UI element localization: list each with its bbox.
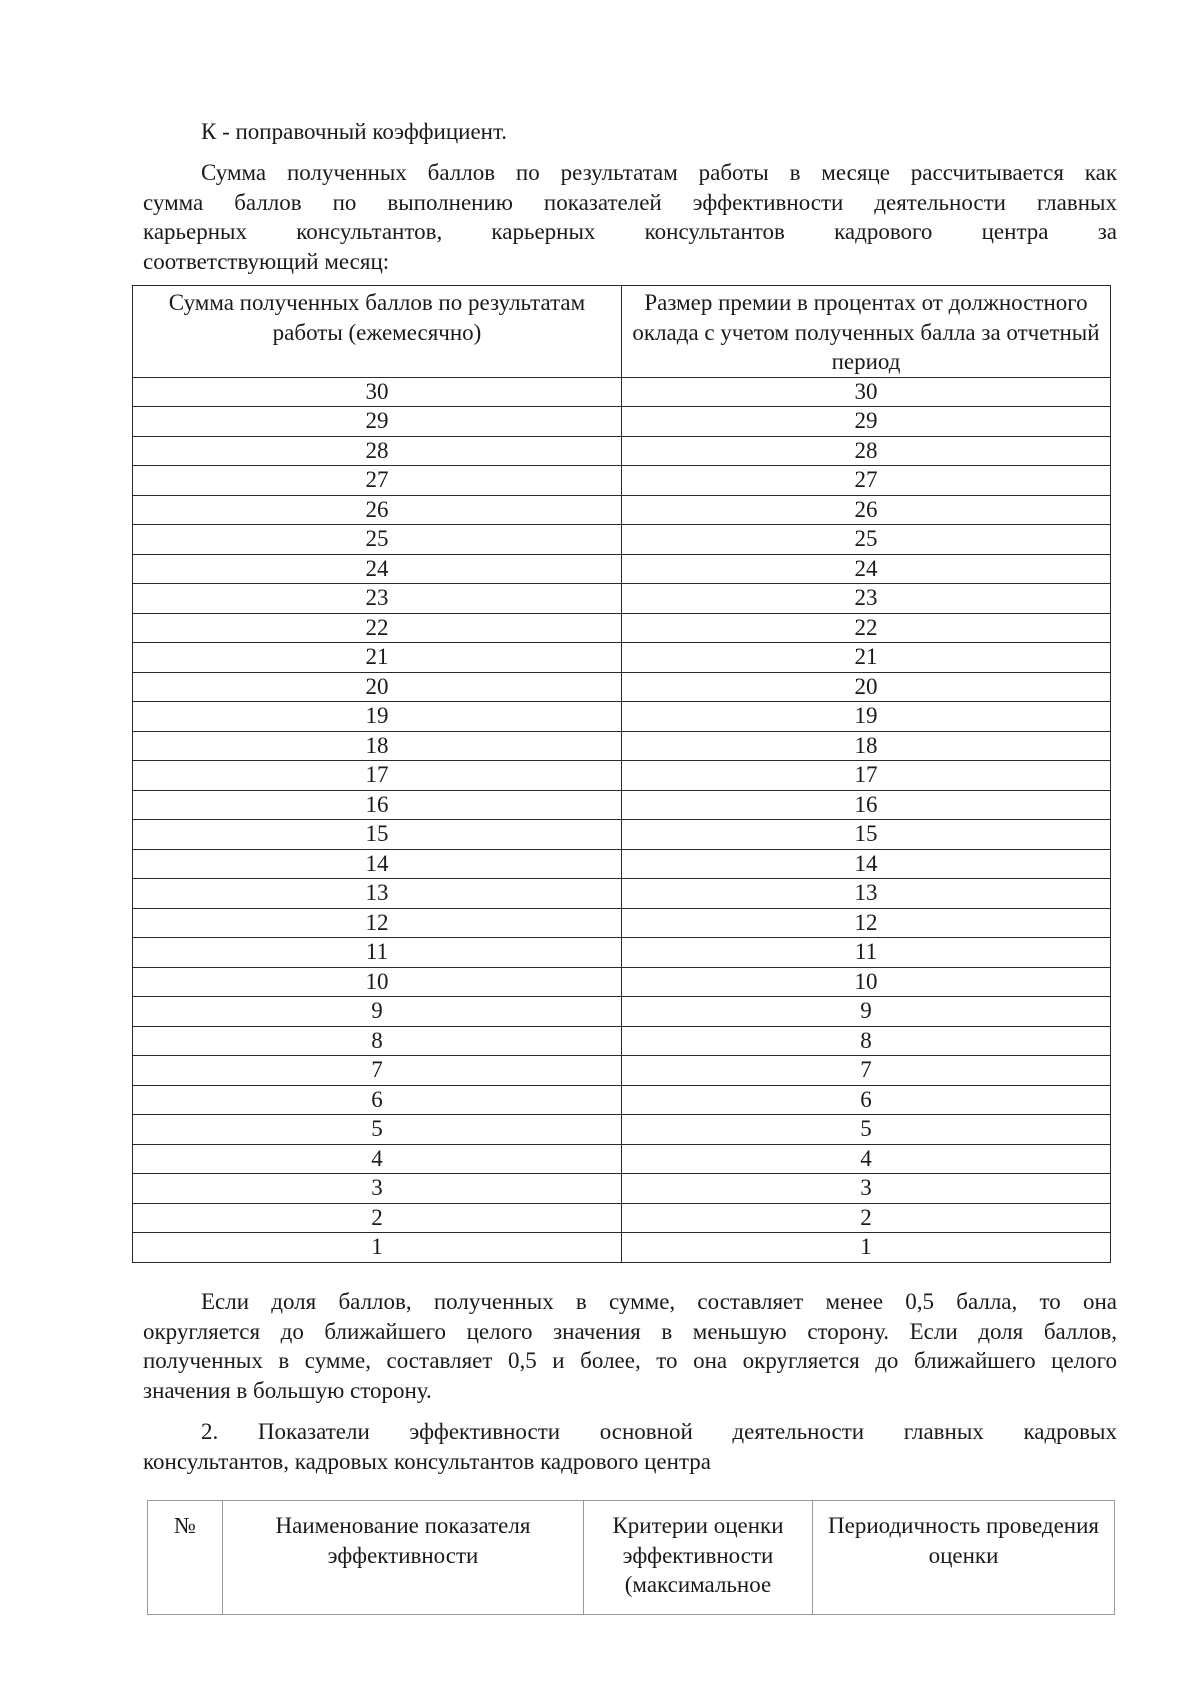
points-cell: 21 — [133, 643, 622, 673]
sum-paragraph-line: сумма баллов по выполнению показателей эффективности деятельности главных — [143, 189, 1117, 215]
indicator-name-column-header: Наименование показателя эффективности — [223, 1501, 584, 1615]
bonus-percent-cell: 17 — [622, 761, 1111, 791]
points-cell: 26 — [133, 495, 622, 525]
bonus-percent-cell: 29 — [622, 407, 1111, 437]
score-to-bonus-table — [132, 285, 1111, 1263]
indicators-table — [147, 1500, 1115, 1615]
table-row — [133, 1233, 1111, 1263]
bonus-percent-cell: 30 — [622, 377, 1111, 407]
criteria-column-header: Критерии оценки эффективности (максимальное — [584, 1501, 813, 1615]
bonus-percent-cell: 23 — [622, 584, 1111, 614]
table-row — [133, 407, 1111, 437]
points-cell: 12 — [133, 908, 622, 938]
bonus-percent-column-header: Размер премии в процентах от должностного оклада с учетом полученных балла за отчетный период — [622, 286, 1111, 378]
bonus-percent-cell: 6 — [622, 1085, 1111, 1115]
rounding-paragraph — [143, 1287, 1117, 1405]
table-row — [133, 643, 1111, 673]
table-row — [133, 554, 1111, 584]
table-row — [133, 1085, 1111, 1115]
table-header-row — [133, 286, 1111, 378]
bonus-percent-cell: 14 — [622, 849, 1111, 879]
table-row — [133, 702, 1111, 732]
sum-paragraph-line: соответствующий месяц: — [143, 248, 390, 274]
rounding-paragraph-line: Если доля баллов, полученных в сумме, составляет менее 0,5 балла, то она — [201, 1289, 1117, 1314]
points-cell: 14 — [133, 849, 622, 879]
score-table-body — [133, 377, 1111, 1262]
table-row — [133, 997, 1111, 1027]
table-row — [133, 495, 1111, 525]
rounding-paragraph-line: округляется до ближайшего целого значения в меньшую сторону. Если доля баллов, — [143, 1318, 1117, 1344]
points-cell: 8 — [133, 1026, 622, 1056]
bonus-percent-cell: 13 — [622, 879, 1111, 909]
bonus-percent-cell: 22 — [622, 613, 1111, 643]
points-cell: 18 — [133, 731, 622, 761]
points-cell: 5 — [133, 1115, 622, 1145]
bonus-percent-cell: 12 — [622, 908, 1111, 938]
points-column-header: Сумма полученных баллов по результатам работы (ежемесячно) — [133, 286, 622, 378]
bonus-percent-cell: 28 — [622, 436, 1111, 466]
points-cell: 24 — [133, 554, 622, 584]
table-row — [133, 731, 1111, 761]
points-cell: 2 — [133, 1203, 622, 1233]
k-definition: К - поправочный коэффициент. — [201, 119, 508, 144]
bonus-percent-cell: 5 — [622, 1115, 1111, 1145]
table-row — [133, 938, 1111, 968]
points-cell: 28 — [133, 436, 622, 466]
bonus-percent-cell: 3 — [622, 1174, 1111, 1204]
table-row — [133, 761, 1111, 791]
table-row — [133, 879, 1111, 909]
points-cell: 20 — [133, 672, 622, 702]
bonus-percent-cell: 24 — [622, 554, 1111, 584]
points-cell: 10 — [133, 967, 622, 997]
points-cell: 30 — [133, 377, 622, 407]
bonus-percent-cell: 9 — [622, 997, 1111, 1027]
table-row — [133, 1056, 1111, 1086]
rounding-paragraph-line: значения в большую сторону. — [143, 1377, 432, 1403]
table-header-row — [148, 1501, 1115, 1615]
table-row — [133, 672, 1111, 702]
points-cell: 29 — [133, 407, 622, 437]
table-row — [133, 908, 1111, 938]
bonus-percent-cell: 16 — [622, 790, 1111, 820]
table-row — [133, 1115, 1111, 1145]
points-cell: 3 — [133, 1174, 622, 1204]
bonus-percent-cell: 10 — [622, 967, 1111, 997]
points-cell: 16 — [133, 790, 622, 820]
points-cell: 25 — [133, 525, 622, 555]
table-row — [133, 790, 1111, 820]
table-row — [133, 967, 1111, 997]
bonus-percent-cell: 15 — [622, 820, 1111, 850]
table-row — [133, 584, 1111, 614]
section-2-heading-line: консультантов, кадровых консультантов кадрового центра — [143, 1448, 711, 1474]
section-2-heading-line: 2. Показатели эффективности основной деятельности главных кадровых — [201, 1419, 1117, 1444]
number-column-header: № — [148, 1501, 223, 1615]
table-row — [133, 1174, 1111, 1204]
table-row — [133, 1144, 1111, 1174]
bonus-percent-cell: 25 — [622, 525, 1111, 555]
section-2-heading — [143, 1417, 1117, 1476]
bonus-percent-cell: 4 — [622, 1144, 1111, 1174]
bonus-percent-cell: 19 — [622, 702, 1111, 732]
points-cell: 22 — [133, 613, 622, 643]
points-cell: 1 — [133, 1233, 622, 1263]
points-cell: 23 — [133, 584, 622, 614]
points-cell: 4 — [133, 1144, 622, 1174]
bonus-percent-cell: 11 — [622, 938, 1111, 968]
bonus-percent-cell: 20 — [622, 672, 1111, 702]
points-cell: 17 — [133, 761, 622, 791]
bonus-percent-cell: 2 — [622, 1203, 1111, 1233]
table-row — [133, 849, 1111, 879]
table-row — [133, 1026, 1111, 1056]
points-cell: 7 — [133, 1056, 622, 1086]
sum-paragraph-line: карьерных консультантов, карьерных консультантов кадрового центра за — [143, 219, 1117, 244]
bonus-percent-cell: 1 — [622, 1233, 1111, 1263]
sum-paragraph — [143, 158, 1117, 276]
bonus-percent-cell: 26 — [622, 495, 1111, 525]
points-cell: 6 — [133, 1085, 622, 1115]
table-row — [133, 820, 1111, 850]
table-row — [133, 613, 1111, 643]
points-cell: 9 — [133, 997, 622, 1027]
rounding-paragraph-line: полученных в сумме, составляет 0,5 и более, то она округляется до ближайшего целого — [143, 1348, 1117, 1373]
points-cell: 19 — [133, 702, 622, 732]
bonus-percent-cell: 27 — [622, 466, 1111, 496]
points-cell: 27 — [133, 466, 622, 496]
table-row — [133, 1203, 1111, 1233]
points-cell: 11 — [133, 938, 622, 968]
bonus-percent-cell: 7 — [622, 1056, 1111, 1086]
bonus-percent-cell: 8 — [622, 1026, 1111, 1056]
table-row — [133, 525, 1111, 555]
table-row — [133, 377, 1111, 407]
points-cell: 13 — [133, 879, 622, 909]
periodicity-column-header: Периодичность проведения оценки — [813, 1501, 1115, 1615]
table-row — [133, 466, 1111, 496]
table-row — [133, 436, 1111, 466]
bonus-percent-cell: 21 — [622, 643, 1111, 673]
sum-paragraph-line: Сумма полученных баллов по результатам работы в месяце рассчитывается как — [201, 160, 1117, 185]
points-cell: 15 — [133, 820, 622, 850]
bonus-percent-cell: 18 — [622, 731, 1111, 761]
